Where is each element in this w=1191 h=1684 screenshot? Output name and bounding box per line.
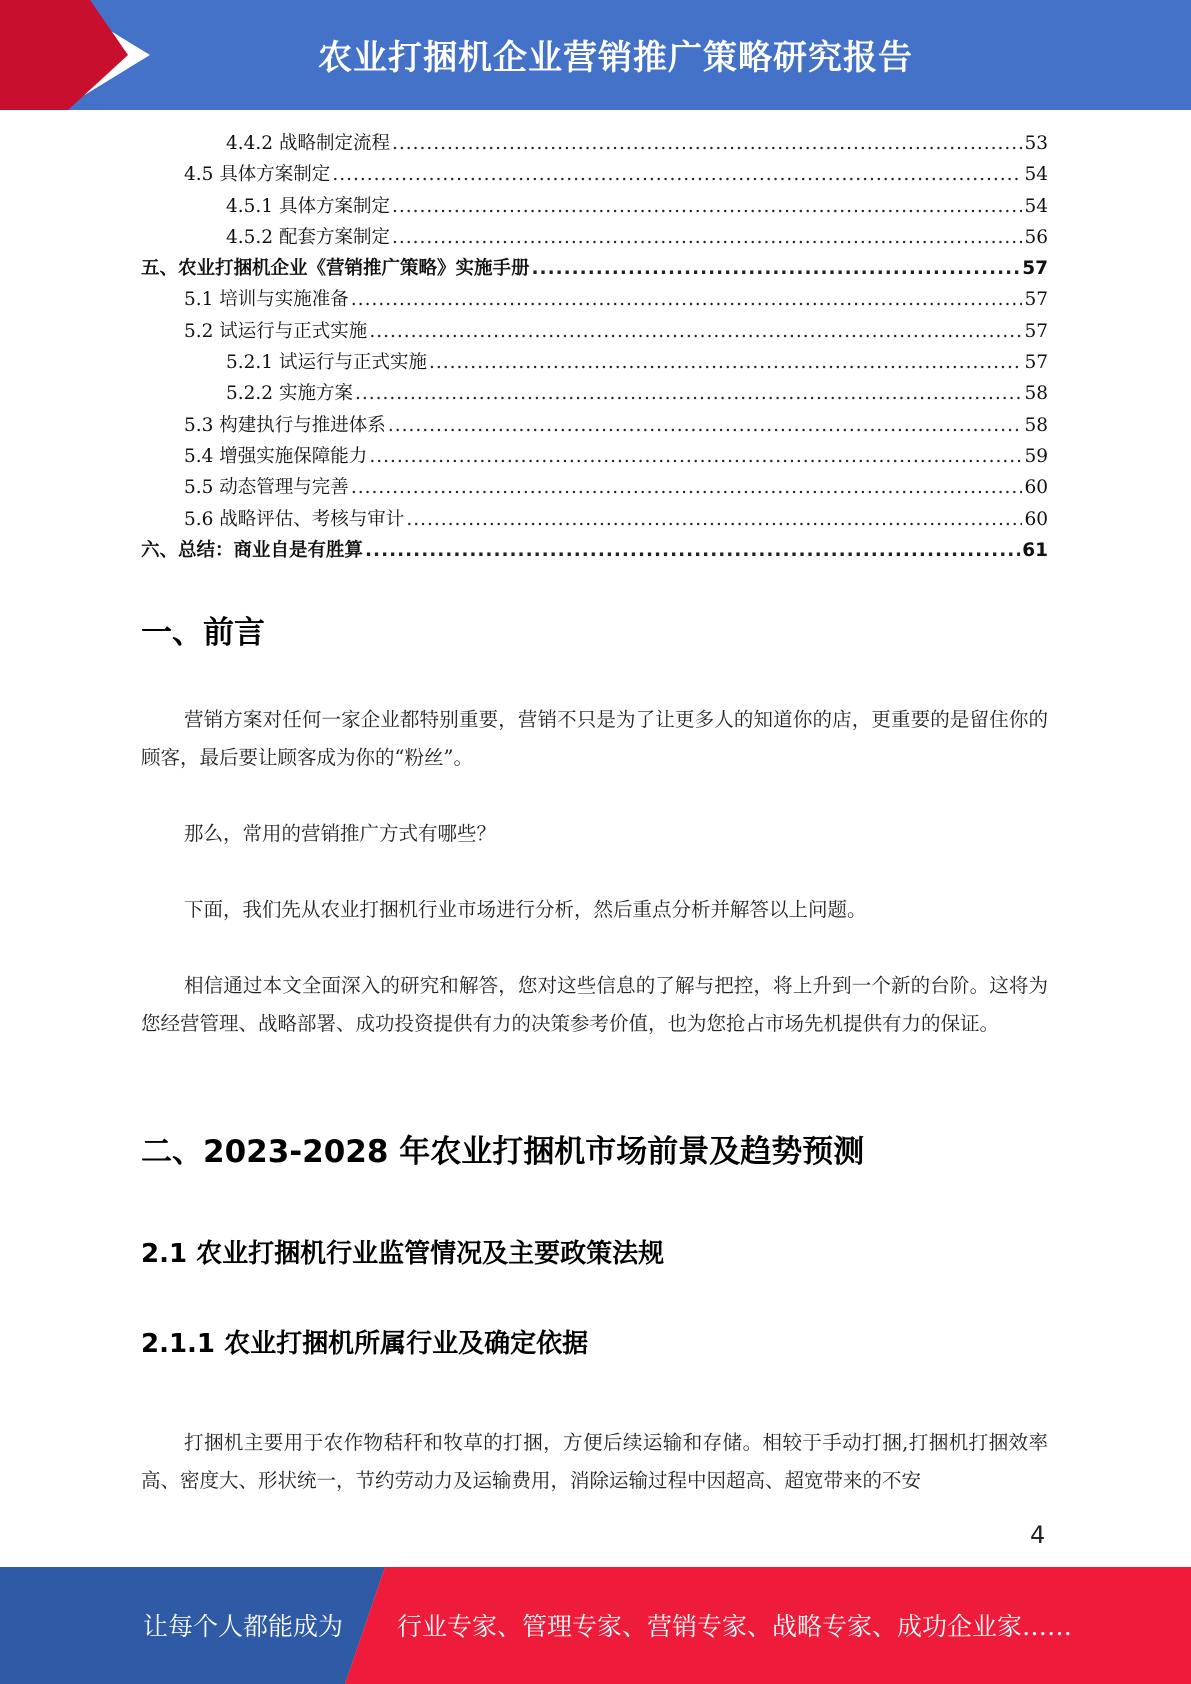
toc-entry-label: 5.2.1 试运行与正式实施 [226, 352, 427, 374]
toc-entry-page: 60 [1024, 477, 1048, 499]
toc-entry[interactable] [141, 222, 1048, 253]
paragraph-1: 营销方案对任何一家企业都特别重要，营销不只是为了让更多人的知道你的店，更重要的是留住你的顾客，最后要让顾客成为你的“粉丝”。 [141, 708, 1048, 769]
toc-entry-page: 57 [1024, 289, 1048, 311]
toc-entry[interactable] [141, 378, 1048, 409]
toc-entry-page: 57 [1022, 258, 1048, 280]
toc-entry-label: 5.2.2 实施方案 [226, 383, 353, 405]
toc-dot-leader [351, 472, 1023, 503]
toc-entry[interactable] [141, 253, 1048, 284]
toc-entry[interactable] [141, 316, 1048, 347]
preface-heading: 一、前言 [141, 615, 265, 651]
toc-entry-label: 5.6 战略评估、考核与审计 [184, 508, 405, 530]
toc-dot-leader [532, 253, 1021, 284]
toc-entry[interactable] [141, 472, 1048, 503]
toc-entry[interactable] [141, 535, 1048, 566]
toc-entry-label: 5.3 构建执行与推进体系 [184, 414, 386, 436]
toc-entry-label: 4.5.2 配套方案制定 [226, 226, 390, 248]
toc-entry-label: 4.5 具体方案制定 [184, 164, 331, 186]
chapter-2-heading: 二、2023-2028 年农业打捆机市场前景及趋势预测 [141, 1134, 865, 1170]
toc-entry[interactable] [141, 159, 1048, 190]
toc-entry-page: 60 [1024, 508, 1048, 530]
report-title: 农业打捆机企业营销推广策略研究报告 [318, 38, 913, 78]
toc-dot-leader [392, 222, 1022, 253]
toc-entry-page: 57 [1024, 352, 1048, 374]
toc-entry[interactable] [141, 410, 1048, 441]
toc-dot-leader [351, 284, 1023, 315]
toc-entry-page: 61 [1022, 539, 1048, 561]
toc-dot-leader [332, 159, 1022, 190]
toc-entry-page: 54 [1024, 164, 1048, 186]
header-bar [0, 0, 1191, 110]
toc-entry-page: 54 [1024, 195, 1048, 217]
paragraph-3: 下面，我们先从农业打捆机行业市场进行分析，然后重点分析并解答以上问题。 [184, 898, 867, 921]
paragraph-5: 打捆机主要用于农作物秸秆和牧草的打捆，方便后续运输和存储。相较于手动打捆,打捆机打捆效率高、密度大、形状统一，节约劳动力及运输费用，消除运输过程中因超高、超宽带来的不安 [141, 1431, 1048, 1492]
toc-entry-label: 4.5.1 具体方案制定 [226, 195, 390, 217]
toc-dot-leader [369, 441, 1022, 472]
toc-entry[interactable] [141, 347, 1048, 378]
toc-entry-page: 57 [1024, 320, 1048, 342]
toc-entry-label: 5.4 增强实施保障能力 [184, 445, 368, 467]
toc-dot-leader [392, 128, 1022, 159]
toc-dot-leader [388, 410, 1023, 441]
toc-dot-leader [355, 378, 1023, 409]
paragraph-4: 相信通过本文全面深入的研究和解答，您对这些信息的了解与把控，将上升到一个新的台阶。这将为您经营管理、战略部署、成功投资提供有力的决策参考价值，也为您抢占市场先机提供有力的保证。 [141, 974, 1048, 1035]
footer-slogan-right: 行业专家、管理专家、营销专家、战略专家、成功企业家…… [397, 1612, 1073, 1641]
toc-entry[interactable] [141, 441, 1048, 472]
toc-entry-page: 58 [1024, 383, 1048, 405]
toc-entry-page: 58 [1024, 414, 1048, 436]
toc-dot-leader [429, 347, 1022, 378]
toc-entry-label: 5.1 培训与实施准备 [184, 289, 349, 311]
toc-entry[interactable] [141, 191, 1048, 222]
toc-dot-leader [365, 535, 1020, 566]
toc-entry-label: 5.5 动态管理与完善 [184, 477, 349, 499]
toc-entry-label: 五、农业打捆机企业《营销推广策略》实施手册 [141, 258, 530, 280]
toc-entry-page: 59 [1024, 445, 1048, 467]
footer-banner [0, 1567, 1191, 1684]
toc-dot-leader [406, 504, 1022, 535]
section-2-1-heading: 2.1 农业打捆机行业监管情况及主要政策法规 [141, 1239, 665, 1269]
toc-dot-leader [392, 191, 1022, 222]
footer-slogan-left: 让每个人都能成为 [143, 1612, 344, 1641]
toc-entry-label: 六、总结：商业自是有胜算 [141, 539, 364, 561]
toc-entry-page: 53 [1024, 133, 1048, 154]
page-number: 4 [1030, 1521, 1046, 1549]
toc-entry-label: 4.4.2 战略制定流程 [226, 133, 390, 154]
toc-entry-page: 56 [1024, 226, 1048, 248]
toc-entry[interactable] [141, 128, 1048, 159]
toc-entry[interactable] [141, 284, 1048, 315]
table-of-contents [141, 128, 1048, 566]
section-2-1-1-heading: 2.1.1 农业打捆机所属行业及确定依据 [141, 1329, 589, 1359]
toc-dot-leader [369, 316, 1022, 347]
toc-entry[interactable] [141, 504, 1048, 535]
toc-entry-label: 5.2 试运行与正式实施 [184, 320, 368, 342]
paragraph-2: 那么，常用的营销推广方式有哪些？ [184, 822, 497, 845]
